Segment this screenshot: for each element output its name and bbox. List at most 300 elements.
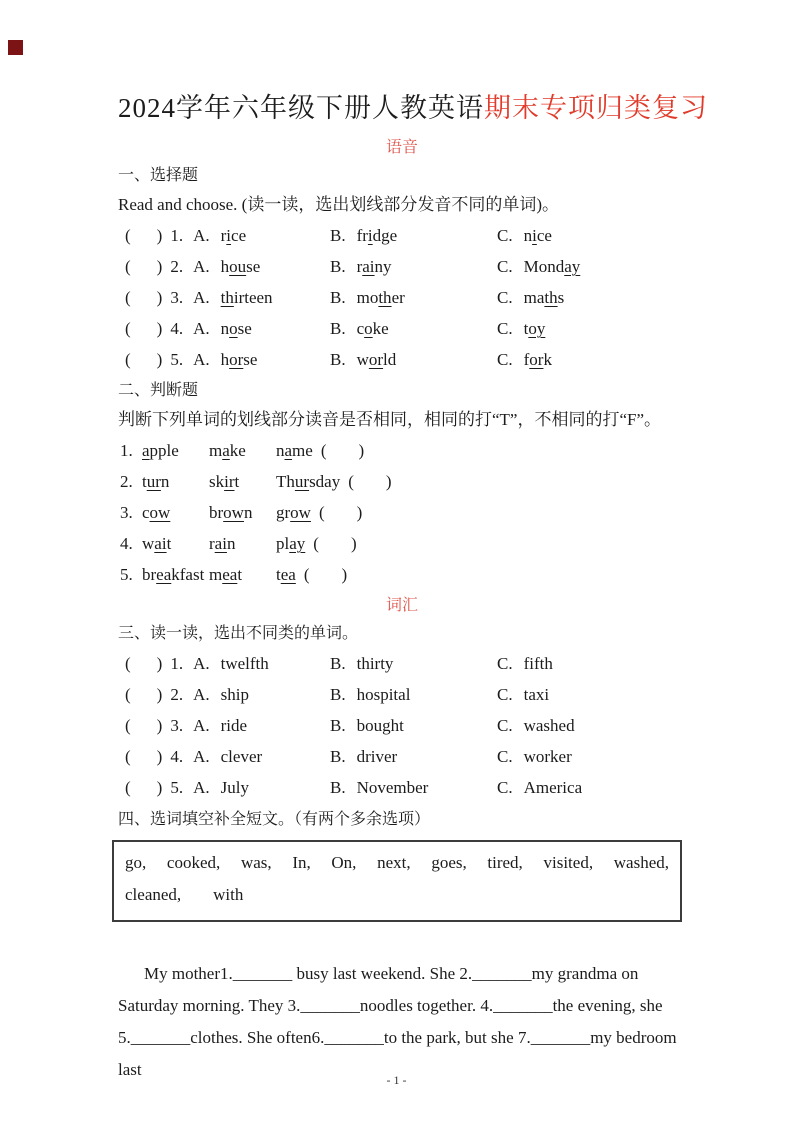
option-word	[357, 319, 389, 338]
paren-close: )	[156, 747, 163, 766]
word-post: pple	[149, 441, 179, 460]
question-number: 4.	[170, 747, 184, 766]
item-number: 2.	[120, 472, 133, 491]
paren-open: (	[348, 472, 354, 491]
judge-word	[142, 497, 209, 528]
judge-word	[209, 528, 276, 559]
answer-bracket[interactable]	[125, 772, 162, 803]
choice-question-row	[118, 344, 686, 375]
judge-word	[209, 435, 276, 466]
judge-word	[142, 466, 209, 497]
word-bank-word: next,	[377, 853, 411, 872]
answer-bracket[interactable]	[125, 220, 162, 251]
choice-question-row	[118, 282, 686, 313]
word-post: s	[557, 288, 565, 307]
paren-open: (	[125, 747, 131, 766]
blank-field[interactable]: _______	[300, 996, 360, 1015]
underlined-letters: ay	[564, 257, 581, 276]
word-post: kfast	[171, 565, 205, 584]
option-letter: A.	[193, 257, 210, 276]
page-number: - 1 -	[386, 1073, 407, 1087]
question-number: 5.	[170, 778, 184, 797]
blank-field[interactable]: _______	[530, 1028, 591, 1047]
item-number: 3.	[120, 503, 133, 522]
paren-close: )	[156, 226, 163, 245]
word-pre: sk	[209, 472, 225, 491]
word-post: ce	[536, 226, 552, 245]
word-pre: ma	[523, 288, 545, 307]
judge-word	[209, 559, 276, 590]
passage-line	[118, 958, 686, 990]
choice-question-row	[118, 710, 686, 741]
choice-question-row	[118, 772, 686, 803]
judge-item-row	[118, 435, 686, 466]
answer-bracket[interactable]	[125, 251, 162, 282]
question-number: 5.	[170, 350, 184, 369]
option-letter: B.	[330, 257, 346, 276]
option-word	[357, 257, 392, 276]
option-word: washed	[523, 716, 575, 735]
judge-word	[276, 503, 311, 522]
passage-text: clothes. She often	[190, 1028, 312, 1047]
blank-number: 6.	[311, 1028, 325, 1047]
option-A	[125, 772, 320, 803]
option-word: bought	[356, 716, 404, 735]
paren-open: (	[125, 350, 131, 369]
underlined-letters: a	[284, 441, 293, 460]
word-bank-word: cooked,	[166, 853, 221, 872]
paren-open: (	[320, 441, 327, 460]
option-letter: A.	[193, 747, 210, 766]
blank-field[interactable]: _______	[493, 996, 553, 1015]
option-letter: B.	[330, 350, 346, 369]
word-post: t	[234, 472, 240, 491]
underlined-letters: ai	[214, 534, 227, 553]
passage-text: busy last weekend. She	[292, 964, 460, 983]
option-letter: C.	[497, 319, 513, 338]
underlined-letters: ea	[156, 565, 172, 584]
part3-question-list	[118, 648, 686, 803]
word-post: dge	[372, 226, 398, 245]
option-A	[125, 710, 320, 741]
option-B	[320, 251, 487, 282]
paren-open: (	[125, 319, 131, 338]
word-post: me	[292, 441, 313, 460]
section-label-phonics: 语音	[385, 139, 418, 156]
answer-bracket[interactable]	[125, 710, 162, 741]
judge-word	[276, 441, 313, 460]
cloze-passage	[118, 958, 686, 1086]
word-post: t	[237, 565, 243, 584]
paren-open: (	[125, 288, 131, 307]
option-letter: A.	[193, 685, 210, 704]
word-pre: br	[209, 503, 224, 522]
word-bank-word: On,	[331, 853, 357, 872]
option-letter: C.	[497, 350, 513, 369]
option-A	[125, 282, 320, 313]
word-pre: t	[523, 319, 529, 338]
paren-close: )	[385, 472, 392, 491]
part1-question-list	[118, 220, 686, 375]
choice-question-row	[118, 741, 686, 772]
underlined-letters: ow	[290, 503, 311, 522]
blank-field[interactable]: _______	[472, 964, 532, 983]
option-word: twelfth	[220, 654, 269, 673]
blank-field[interactable]: _______	[232, 964, 293, 983]
question-number: 2.	[170, 257, 184, 276]
option-letter: A.	[193, 226, 210, 245]
option-C	[487, 648, 553, 679]
page-title-black: 2024学年六年级下册人教英语	[118, 93, 484, 123]
item-number: 5.	[120, 565, 133, 584]
option-word: clever	[220, 747, 263, 766]
word-pre: c	[142, 503, 150, 522]
underlined-letters: or	[529, 350, 544, 369]
word-post: sday	[309, 472, 341, 491]
option-letter: B.	[330, 288, 346, 307]
heading-part1: 一、选择题	[118, 167, 199, 184]
word-pre: Mond	[523, 257, 565, 276]
answer-bracket[interactable]	[125, 344, 162, 375]
heading-part4: 四、选词填空补全短文。（有两个多余选项）	[118, 811, 431, 828]
underlined-letters: or	[229, 350, 244, 369]
option-A	[125, 344, 320, 375]
passage-text: my grandma on	[531, 964, 639, 983]
word-bank-word: visited,	[543, 853, 594, 872]
word-post: n	[243, 503, 253, 522]
underlined-letters: ow	[223, 503, 244, 522]
option-word	[357, 288, 405, 307]
word-post: n	[160, 472, 170, 491]
option-letter: B.	[330, 778, 346, 797]
underlined-letters: oy	[528, 319, 546, 338]
judge-word	[276, 565, 296, 584]
option-letter: B.	[330, 747, 346, 766]
passage-text: My mother	[144, 964, 221, 983]
option-A	[125, 220, 320, 251]
option-A	[125, 648, 320, 679]
option-letter: B.	[330, 654, 346, 673]
blank-number: 7.	[517, 1028, 531, 1047]
corner-marker	[8, 40, 23, 55]
word-post: ke	[229, 441, 246, 460]
option-word	[357, 350, 397, 369]
word-pre: br	[142, 565, 157, 584]
part2-item-list	[118, 435, 686, 590]
answer-bracket[interactable]	[321, 435, 364, 466]
option-word	[524, 350, 552, 369]
word-post: ld	[383, 350, 397, 369]
choice-question-row	[118, 313, 686, 344]
word-pre: h	[220, 350, 230, 369]
option-word: taxi	[523, 685, 550, 704]
option-word: thirty	[356, 654, 394, 673]
underlined-letters: ou	[229, 257, 247, 276]
option-B	[320, 648, 487, 679]
word-post: se	[246, 257, 261, 276]
option-letter: C.	[497, 716, 513, 735]
passage-text: noodles together.	[359, 996, 481, 1015]
paren-open: (	[125, 716, 131, 735]
option-C	[487, 220, 552, 251]
underlined-letters: o	[364, 319, 373, 338]
word-post: irteen	[233, 288, 273, 307]
option-word	[524, 319, 546, 338]
judge-item-row	[118, 528, 686, 559]
option-B	[320, 710, 487, 741]
underlined-letters: ai	[154, 534, 167, 553]
underlined-letters: th	[378, 288, 392, 307]
underlined-letters: or	[368, 350, 384, 369]
word-pre: w	[356, 350, 369, 369]
paren-open: (	[125, 226, 131, 245]
underlined-letters: ay	[289, 534, 306, 553]
option-B	[320, 772, 487, 803]
option-letter: B.	[330, 226, 346, 245]
answer-bracket[interactable]	[125, 313, 162, 344]
underlined-letters: a	[142, 441, 150, 460]
paren-close: )	[156, 654, 163, 673]
word-post: er	[391, 288, 405, 307]
judge-word	[142, 435, 209, 466]
word-pre: gr	[276, 503, 291, 522]
answer-bracket[interactable]	[319, 497, 362, 528]
paren-close: )	[156, 257, 163, 276]
page-title	[118, 90, 708, 126]
underlined-letters: ai	[362, 257, 375, 276]
underlined-letters: th	[544, 288, 558, 307]
option-letter: C.	[497, 747, 513, 766]
option-C	[487, 741, 572, 772]
option-word: fifth	[523, 654, 553, 673]
option-letter: C.	[497, 288, 513, 307]
word-bank-word: tired,	[487, 853, 523, 872]
choice-question-row	[118, 251, 686, 282]
word-bank-line2	[125, 880, 669, 910]
option-word	[524, 288, 565, 307]
instruction-part1: Read and choose. (读一读，选出划线部分发音不同的单词)。	[118, 195, 560, 214]
section-label-vocab: 词汇	[385, 597, 418, 614]
question-number: 3.	[170, 716, 184, 735]
word-post: n	[226, 534, 236, 553]
blank-field[interactable]: _______	[324, 1028, 384, 1047]
paren-open: (	[125, 257, 131, 276]
option-word	[221, 288, 273, 307]
paren-close: )	[156, 716, 163, 735]
judge-word	[276, 472, 340, 491]
word-pre: t	[142, 472, 147, 491]
underlined-letters: ea	[222, 565, 238, 584]
underlined-letters: o	[229, 319, 238, 338]
blank-number: 1.	[220, 964, 233, 983]
option-C	[487, 772, 582, 803]
answer-bracket[interactable]	[348, 466, 391, 497]
option-letter: B.	[330, 716, 346, 735]
option-word	[524, 257, 581, 276]
answer-bracket[interactable]	[125, 679, 162, 710]
option-word: ship	[220, 685, 249, 704]
option-letter: A.	[193, 288, 210, 307]
judge-item-row	[118, 497, 686, 528]
option-letter: B.	[330, 319, 346, 338]
option-letter: A.	[193, 319, 210, 338]
option-letter: A.	[193, 350, 210, 369]
word-post: t	[166, 534, 172, 553]
option-letter: C.	[497, 654, 513, 673]
judge-word	[209, 466, 276, 497]
answer-bracket[interactable]	[304, 559, 347, 590]
item-number: 4.	[120, 534, 133, 553]
paren-open: (	[125, 778, 131, 797]
judge-word	[142, 528, 209, 559]
word-bank-word: with	[213, 885, 244, 904]
option-A	[125, 741, 320, 772]
question-number: 1.	[170, 226, 184, 245]
page-title-red: 期末专项归类复习	[484, 93, 708, 123]
underlined-letters: ir	[224, 472, 235, 491]
blank-number: 3.	[287, 996, 301, 1015]
option-word: November	[356, 778, 429, 797]
answer-bracket[interactable]	[125, 648, 162, 679]
question-number: 2.	[170, 685, 184, 704]
word-pre: m	[209, 565, 223, 584]
blank-number: 2.	[459, 964, 473, 983]
word-post: ke	[372, 319, 389, 338]
option-word	[357, 226, 398, 245]
option-letter: A.	[193, 716, 210, 735]
option-C	[487, 344, 552, 375]
judge-word	[209, 497, 276, 528]
underlined-letters: th	[220, 288, 234, 307]
option-C	[487, 710, 575, 741]
paren-close: )	[341, 565, 348, 584]
heading-part2: 二、判断题	[118, 382, 199, 399]
word-pre: r	[356, 257, 363, 276]
word-post: k	[543, 350, 552, 369]
judge-item-row	[118, 559, 686, 590]
underlined-letters: ur	[146, 472, 161, 491]
option-B	[320, 741, 487, 772]
passage-text: my bedroom last	[118, 1028, 677, 1079]
paren-close: )	[156, 288, 163, 307]
underlined-letters: i	[532, 226, 537, 245]
option-letter: A.	[193, 778, 210, 797]
paren-open: (	[125, 654, 131, 673]
option-word	[221, 319, 252, 338]
underlined-letters: ow	[149, 503, 171, 522]
underlined-letters: ea	[280, 565, 296, 584]
judge-item-row	[118, 466, 686, 497]
paren-open: (	[313, 534, 319, 553]
answer-bracket[interactable]	[313, 528, 356, 559]
paren-close: )	[350, 534, 357, 553]
blank-number: 5.	[118, 1028, 131, 1047]
word-pre: r	[220, 226, 227, 245]
option-B	[320, 313, 487, 344]
question-number: 1.	[170, 654, 184, 673]
option-word	[221, 350, 258, 369]
word-pre: n	[220, 319, 230, 338]
option-word: America	[523, 778, 583, 797]
passage-line	[118, 990, 686, 1022]
paren-close: )	[156, 319, 163, 338]
heading-part3: 三、读一读，选出不同类的单词。	[118, 625, 359, 642]
paren-close: )	[156, 685, 163, 704]
underlined-letters: a	[222, 441, 230, 460]
option-letter: C.	[497, 778, 513, 797]
word-pre: f	[523, 350, 530, 369]
instruction-part2: 判断下列单词的划线部分读音是否相同，相同的打“T”，不相同的打“F”。	[118, 410, 662, 429]
choice-question-row	[118, 648, 686, 679]
word-bank-word: go,	[125, 853, 147, 872]
option-word	[221, 226, 247, 245]
answer-bracket[interactable]	[125, 282, 162, 313]
blank-field[interactable]: _______	[130, 1028, 191, 1047]
option-letter: C.	[497, 257, 513, 276]
paren-open: (	[125, 685, 131, 704]
paren-close: )	[156, 778, 163, 797]
word-pre: r	[209, 534, 215, 553]
option-letter: B.	[330, 685, 346, 704]
word-bank-word: goes,	[431, 853, 467, 872]
option-word: driver	[356, 747, 398, 766]
word-bank-line1	[125, 848, 669, 878]
blank-number: 4.	[480, 996, 494, 1015]
passage-text: Saturday morning. They	[118, 996, 288, 1015]
paren-close: )	[358, 441, 365, 460]
option-letter: A.	[193, 654, 210, 673]
paren-open: (	[318, 503, 325, 522]
paren-close: )	[356, 503, 363, 522]
word-pre: m	[209, 441, 223, 460]
option-word	[221, 257, 261, 276]
answer-bracket[interactable]	[125, 741, 162, 772]
passage-text: to the park, but she	[383, 1028, 518, 1047]
word-pre: n	[276, 441, 285, 460]
word-pre: w	[142, 534, 155, 553]
word-bank-box	[112, 840, 682, 922]
word-post: ce	[231, 226, 247, 245]
word-bank-word: washed,	[613, 853, 669, 872]
option-C	[487, 282, 564, 313]
word-pre: t	[276, 565, 281, 584]
question-number: 4.	[170, 319, 184, 338]
word-post: se	[243, 350, 258, 369]
option-word	[524, 226, 552, 245]
option-B	[320, 282, 487, 313]
word-pre: fr	[356, 226, 368, 245]
option-word: July	[220, 778, 249, 797]
word-pre: n	[523, 226, 533, 245]
underlined-letters: i	[226, 226, 232, 245]
option-word: worker	[523, 747, 572, 766]
item-number: 1.	[120, 441, 133, 460]
option-A	[125, 251, 320, 282]
underlined-letters: i	[367, 226, 373, 245]
word-bank-word: In,	[292, 853, 311, 872]
option-A	[125, 679, 320, 710]
choice-question-row	[118, 679, 686, 710]
option-word: hospital	[356, 685, 411, 704]
question-number: 3.	[170, 288, 184, 307]
option-B	[320, 679, 487, 710]
word-pre: h	[220, 257, 230, 276]
paren-open: (	[303, 565, 310, 584]
page-content	[118, 90, 708, 1086]
option-word: ride	[220, 716, 248, 735]
underlined-letters: ur	[294, 472, 310, 491]
word-post: se	[237, 319, 252, 338]
